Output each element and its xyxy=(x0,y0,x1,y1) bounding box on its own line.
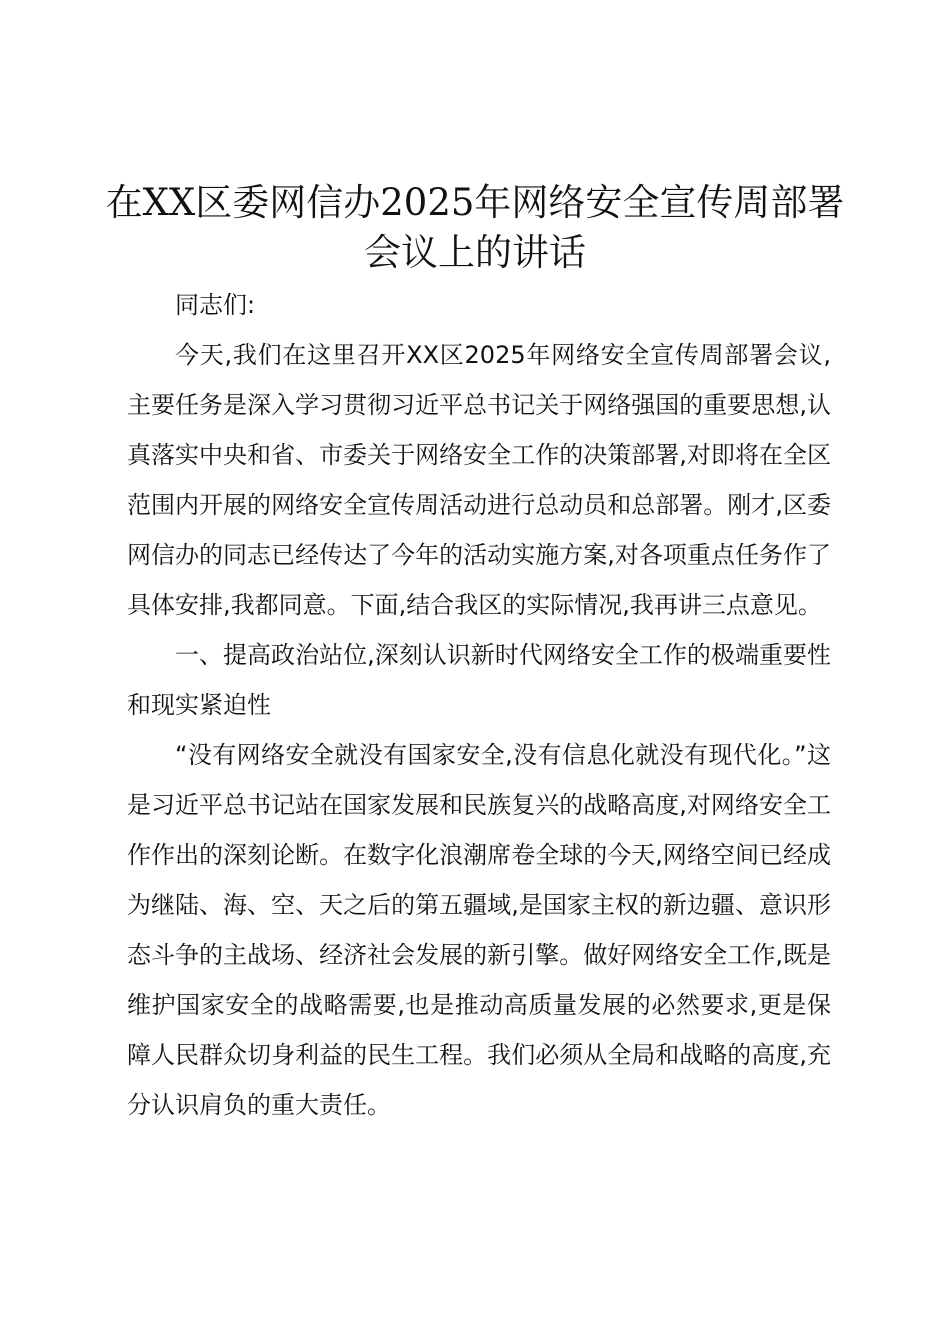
paragraph-intro: 今天,我们在这里召开XX区2025年网络安全宣传周部署会议,主要任务是深入学习贯彻习近平总书记关于网络强国的重要思想,认真落实中央和省、市委关于网络安全工作的决策部署,对即将在全区范围内开展的网络安全宣传周活动进行总动员和总部署。刚才,区委网信办的同志已经传达了今年的活动实施方案,对各项重点任务作了具体安排,我都同意。下面,结合我区的实际情况,我再讲三点意见。 xyxy=(127,341,831,619)
document-body xyxy=(127,280,831,1130)
salutation: 同志们: xyxy=(175,291,256,319)
section-heading-1: 一、提高政治站位,深刻认识新时代网络安全工作的极端重要性和现实紧迫性 xyxy=(127,641,831,719)
paragraph-section-1: “没有网络安全就没有国家安全,没有信息化就没有现代化。”这是习近平总书记站在国家发展和民族复兴的战略高度,对网络安全工作作出的深刻论断。在数字化浪潮席卷全球的今天,网络空间已经成为继陆、海、空、天之后的第五疆域,是国家主权的新边疆、意识形态斗争的主战场、经济社会发展的新引擎。做好网络安全工作,既是维护国家安全的战略需要,也是推动高质量发展的必然要求,更是保障人民群众切身利益的民生工程。我们必须从全局和战略的高度,充分认识肩负的重大责任。 xyxy=(127,741,831,1119)
document-title: 在XX区委网信办2025年网络安全宣传周部署会议上的讲话 xyxy=(105,181,845,274)
